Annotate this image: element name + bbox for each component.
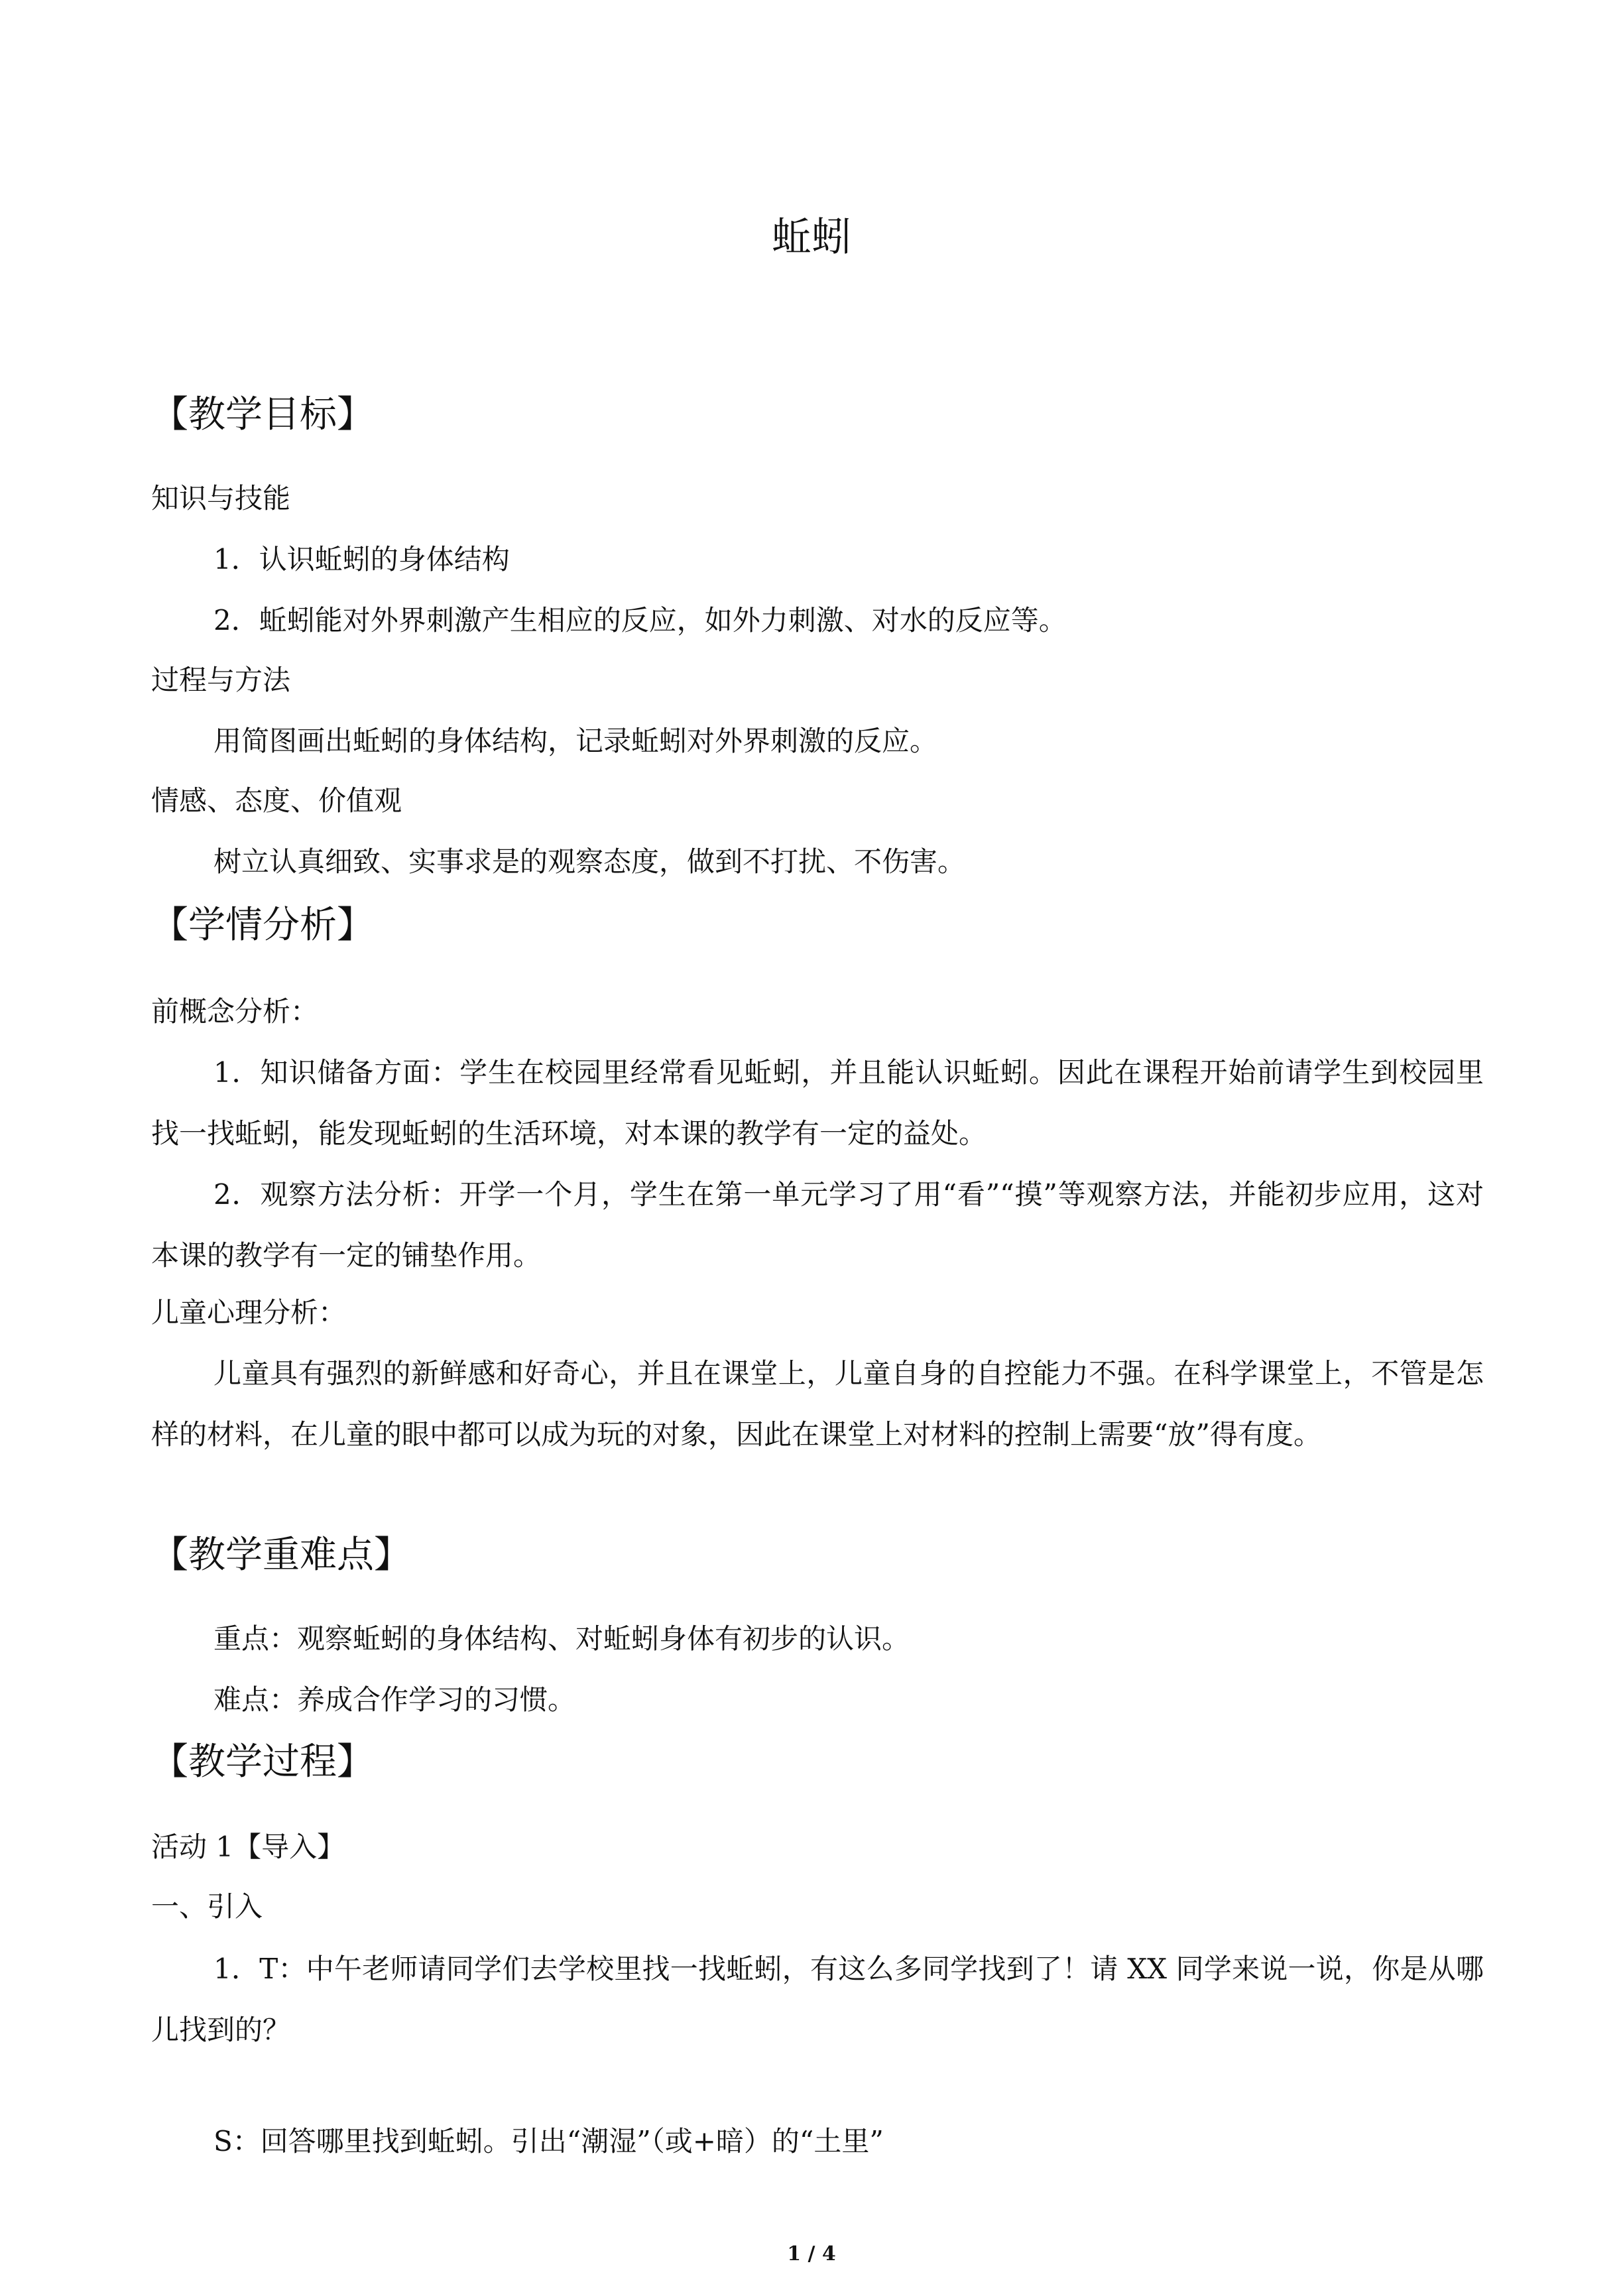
difficult-point: 难点：养成合作学习的习惯。 [213,1683,576,1716]
label-emotion: 情感、态度、价值观 [151,784,402,817]
key-point: 重点：观察蚯蚓的身体结构、对蚯蚓身体有初步的认识。 [213,1622,910,1655]
knowledge-item-2: 2．蚯蚓能对外界刺激产生相应的反应，如外力刺激、对水的反应等。 [213,604,1067,636]
heading-objectives: 【教学目标】 [151,393,374,436]
teacher-line: 1．T：中午老师请同学们去学校里找一找蚯蚓，有这么多同学找到了！请 XX 同学来说一说，你是从哪儿找到的？ [151,1953,1484,2046]
part-label: 一、引入 [151,1890,263,1923]
page-number: 1 / 4 [787,2242,836,2266]
activity-label: 活动 1【导入】 [151,1831,345,1863]
preconcept-item-1: 1．知识储备方面：学生在校园里经常看见蚯蚓，并且能认识蚯蚓。因此在课程开始前请学生到校园里找一找蚯蚓，能发现蚯蚓的生活环境，对本课的教学有一定的益处。 [151,1056,1484,1150]
heading-keypoints: 【教学重难点】 [151,1534,411,1577]
document-title: 蚯蚓 [772,214,851,261]
label-knowledge: 知识与技能 [151,482,291,514]
heading-process: 【教学过程】 [151,1740,374,1783]
label-process-method: 过程与方法 [151,664,291,696]
psychology-text: 儿童具有强烈的新鲜感和好奇心，并且在课堂上，儿童自身的自控能力不强。在科学课堂上，不管是怎样的材料，在儿童的眼中都可以成为玩的对象，因此在课堂上对材料的控制上需要“放”得有度。 [151,1357,1484,1451]
heading-analysis: 【学情分析】 [151,904,374,947]
process-method-text: 用简图画出蚯蚓的身体结构，记录蚯蚓对外界刺激的反应。 [213,725,938,757]
knowledge-item-1: 1．认识蚯蚓的身体结构 [213,543,510,575]
preconcept-item-2: 2．观察方法分析：开学一个月，学生在第一单元学习了用“看”“摸”等观察方法，并能初步应用，这对本课的教学有一定的铺垫作用。 [151,1178,1484,1272]
emotion-text: 树立认真细致、实事求是的观察态度，做到不打扰、不伤害。 [213,845,966,878]
label-preconcept: 前概念分析： [151,995,319,1028]
label-psychology: 儿童心理分析： [151,1296,347,1329]
student-line: S：回答哪里找到蚯蚓。引出“潮湿”（或+暗）的“土里” [213,2125,884,2157]
